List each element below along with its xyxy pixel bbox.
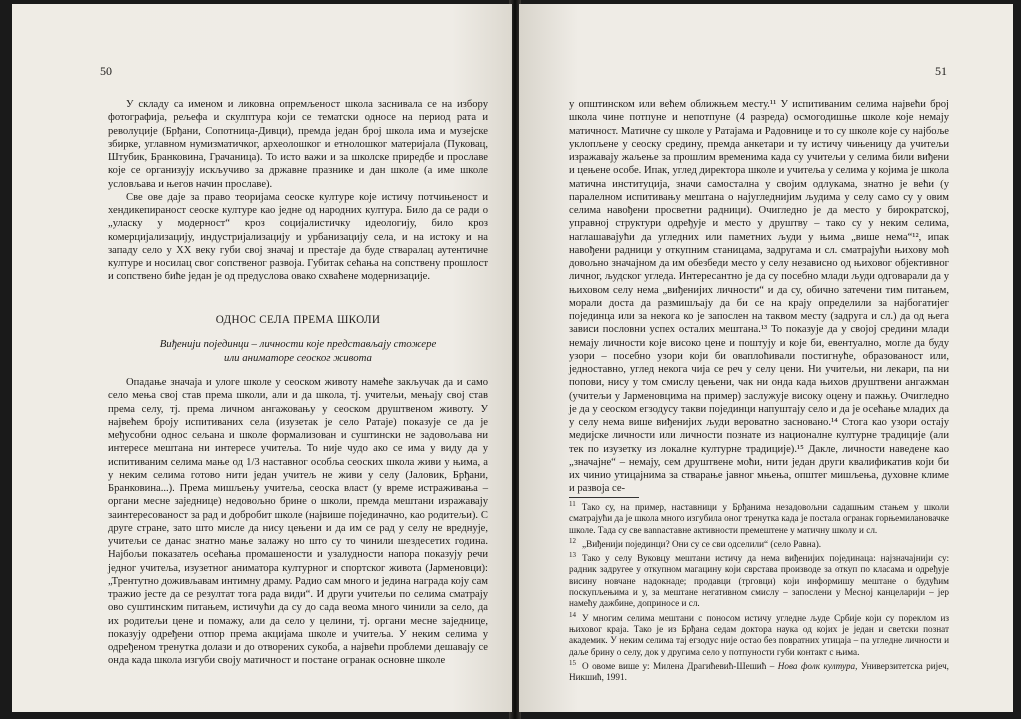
footnote-text: О овоме више у: Милена Драгићевић-Шешић –: [582, 660, 775, 671]
footnote-number: 14: [569, 610, 576, 619]
section-heading: ОДНОС СЕЛА ПРЕМА ШКОЛИ: [215, 314, 381, 326]
footnote-text: „Виђенији појединци? Они су се сви одселили“ (село Равна).: [582, 538, 822, 549]
footnote-cited-title: Нова фолк култура,: [777, 660, 858, 671]
body-text: [569, 98, 949, 496]
paragraph: Све ове даје за право теоријама сеоске културе које истичу потчињеност и хендикепираност сеоске културе као једне од народних култура. Било да се ради о „уласку у модерност“ кроз социјалистичку идеологију, било кроз комерцијализацију, индустријализацију и урбанизацију села, и на истоку и на западу село у XX веку губи свој значај и престаје да буде стваралац аутентичне културе и носилац свог сопственог развоја. Губитак сећања на сопствену прошлост и сопствено биће један је од предуслова овако схваћене модернизације.: [108, 191, 488, 283]
right-page: [519, 4, 1013, 712]
footnote: [569, 499, 949, 536]
footnote-text: Тако у селу Вуковцу мештани истичу да нема виђенијих појединаца: најзначајнији су: радник задругее у откупном магацину који сврстава производе за откуп по класама и одређује висину новчане надокнаде; продавци (трговци) који информишу мештане о будућим поскупљењима и у, за мештане негативном смислу – запослени у Месној канцеларији – јер намећу дажбине, доприносе и сл.: [569, 553, 949, 609]
footnote: [569, 610, 949, 658]
page-number: 51: [935, 64, 947, 78]
footnote-text: У многим селима мештани с поносом истичу угледне људе Србије који су пореклом из њиховог краја. Тако је из Брђана седам доктора наука од којих је један и светски познат академик. У неким селима тај егзодус није остао без повратних утицаја – па угледне личности и даље брину о селу, док у другима село у потпуности губи контакт с њима.: [569, 612, 949, 657]
paragraph: у општинском или већем оближњем месту.¹¹ У испитиваним селима највећи број школа чине потпуне и непотпуне (4 разреда) осмогодишње школе које немају матичност. Матичне су школе у Ратајама и Радовнице и то су школе које су најбоље уклопљене у сеоску средину, премда анкетари и ту истичу чињеницу да учитељи изражавају жаљење за прошлим временима када су учитељи у селима били виђени и цењене особе. Ипак, углед директора школе и учитеља у селима у којима је школа матична институција, значи самостална у својим одлукама, знатно је већи (у паралелном испитивању мештана о најугледнијим људима у селу само су у овим селима навођени просветни радници). Очигледно је да место у бирократској, управној структури одређује и место у друштву – тако су у неким селима, наглашавајући да угледних или паметних људи у њима „више нема“¹², ипак навођени радници у откупним станицама, задругама и сл. сматрајући њихову моћ довољно значајном да им обезбеди место у селу независно од њиховог објективног личног, људског угледа. Интересантно је да су посебно млади људи одговарали да у њиховом селу нема „виђенијих личности“ и да су, обично затечени тим питањем, морали доста да размишљају да би се на крају определили за најбогатијег појединца или за некога ко је запослен на таквом месту (задруга и сл.) да од њега зависи пословни успех осталих мештана.¹³ То показује да у својој средини млади немају личности које високо цене и поштују и које би, евентуално, могле да буду узори – посебно узори који би оваплоћивали постигнуће, образованост или, једноставно, углед некога чија се реч у селу цени. Ни учитељи, ни лекари, па ни попови, нису у том смислу цењени, чак ни онда када њихов друштвени ангажман (учитељи у Јарменовцима на пример) заслужује високу оцену и пажњу. Очигледно је да у сеоском егзодусу такви појединци напуштају село и да је осећање младих да у селу нема више виђенијих људи вероватно засновано.¹⁴ Стога као узори остају медијске личности или личности познате из националне културне традиције (али тек по изузетку из локалне културне традиције).¹⁵ Дакле, личности наведене као „значајне“ – немају, сем друштвене моћи, нити један други квалификатив који би их чинио утицајнима за стварање јавног мњења, општег мишљења, духовне климе и развоја се-: [569, 99, 949, 495]
section-subtitle-line-2: или аниматоре сеоског живота: [224, 352, 372, 364]
footnote-number: 15: [569, 658, 576, 667]
section-subtitle-line-1: Виђенији појединци – личности које представљају стожере: [159, 338, 437, 350]
footnote-text: Универзитетска ријеч, Никшић, 1991.: [569, 660, 949, 683]
left-page: [12, 4, 512, 712]
footnote-number: 12: [569, 536, 576, 545]
paragraph: Опадање значаја и улоге школе у сеоском животу намеће закључак да и само село мења свој став према школи, али и да школа, тј. учитељи, мењају свој став према селу, тј. према личном ангажовању у сеоском друштвеном животу. У највећем броју испитиваних села (изузетак је село Ратаје) показује се да је међусобни однос сељана и школе формализован и суштински не задовољава ни интересе мештана ни интересе учитеља. То није чудо ако се има у виду да у испитиваним селима мање од 1/3 наставног особља сеоских школа живи у њима, а у неким селима готово нити један учитељ не живи у селу (Јаловик, Брђани, Бранковина...). Према мишљењу учитеља, сеоска власт (у време истраживања – органи месне заједнице) недовољно брине о школи, премда мештани изражавају заинтересованост за рад и добробит школе (највише појединачно, као родитељи). С друге стране, зато што мисле да нису цењени и да им се рад у селу не вреднује, учитељи се данас знатно мање залажу но што су то чинили шездесетих година. Најбољи показатељ осећања промашености и узалудности напора показују речи једног учитеља, изузетног аниматора културног и спортског живота (Јарменовци): „Трентутно доживљавам интимну драму. Радио сам много и једина награда коју сам тражио јесте да се резултат тога рада види“. И други учитељи по селима сматрају ово суштинским питањем, истичући да су до сада веома много чинили за село, да их родитељи цене и помажу, али да село у целини, тј. органи месне заједнице, показују одређени отпор према акцијама школе и учитеља. У неким селима у одређеном тренутка долази и до отворених сукоба, а највећи проблеми дешавају се онда када школа изгуби своју матичност и постане огранак основне школе: [108, 377, 488, 667]
paragraph: У складу са именом и ликовна опремљеност школа заснивала се на избору фотографија, рељефа и скулптура који се тематски односе на период рата и револуције (Брђани, Сопотница-Дивци), премда један број школа има и музејске збирке, углавном нумизматичког, археолошког и етнолошког материјала (Пуковац, Штубик, Бранковина, Грачаница). То исто важи и за школске приредбе и прославе које се организују искључиво за државне празнике и дан школе (а име школе условљава и његов начин прославе).: [108, 99, 488, 190]
body-text-top: [108, 98, 488, 284]
footnote-separator: [569, 497, 639, 498]
body-text-bottom: [108, 376, 488, 668]
footnote: [569, 553, 949, 609]
page-number: 50: [100, 64, 112, 78]
footnotes: [569, 499, 949, 686]
footnote: [569, 658, 949, 684]
footnote-number: 11: [569, 499, 576, 508]
footnote-text: Тако су, на пример, наставници у Брђанима незадовољни садашњим стањем у школи сматрајући да је школа много изгубила оног тренутка када је постала огранак горњемилановачке школе. Тада су све вannаставне активности премештене у матичну школу и сл.: [569, 502, 949, 535]
footnote: [569, 536, 949, 550]
footnote-number: 13: [569, 551, 576, 560]
